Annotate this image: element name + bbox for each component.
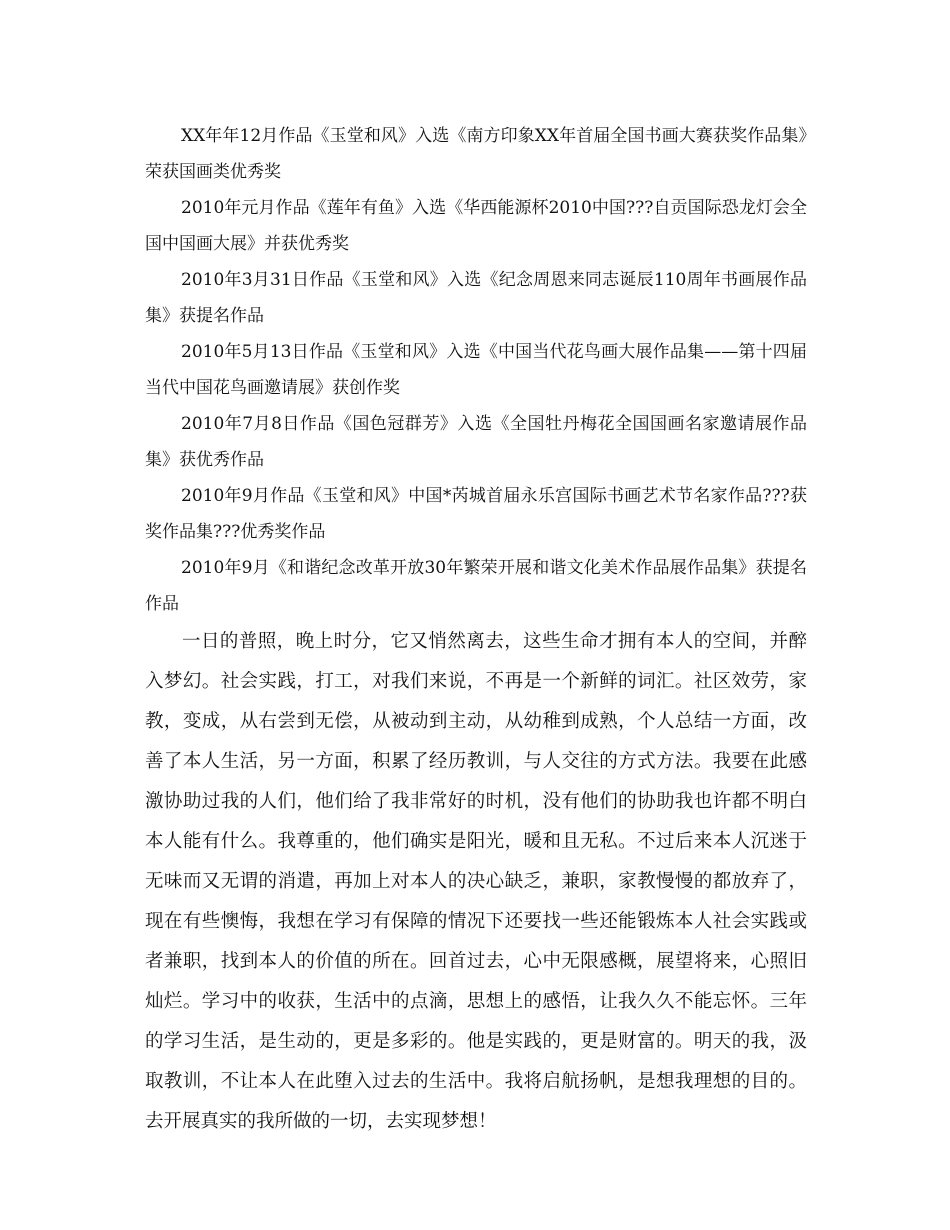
document-body <box>145 118 807 1142</box>
award-entry: 2010年元月作品《莲年有鱼》入选《华西能源杯2010中国???自贡国际恐龙灯会全国中国画大展》并获优秀奖 <box>145 198 807 254</box>
award-entry: XX年年12月作品《玉堂和风》入选《南方印象XX年首届全国书画大赛获奖作品集》荣获国画类优秀奖 <box>145 126 807 182</box>
award-entry: 2010年5月13日作品《玉堂和风》入选《中国当代花鸟画大展作品集——第十四届当代中国花鸟画邀请展》获创作奖 <box>145 342 807 398</box>
award-entry: 2010年7月8日作品《国色冠群芳》入选《全国牡丹梅花全国国画名家邀请展作品集》获优秀作品 <box>145 414 807 470</box>
award-entry: 2010年9月作品《玉堂和风》中国*芮城首届永乐宫国际书画艺术节名家作品???获奖作品集???优秀奖作品 <box>145 486 807 542</box>
award-entry: 2010年9月《和谐纪念改革开放30年繁荣开展和谐文化美术作品展作品集》获提名作品 <box>145 558 807 614</box>
essay-paragraph: 一日的普照，晚上时分，它又悄然离去，这些生命才拥有本人的空间，并醉入梦幻。社会实践，打工，对我们来说，不再是一个新鲜的词汇。社区效劳，家教，变成，从右尝到无偿，从被动到主动，从幼稚到成熟，个人总结一方面，改善了本人生活，另一方面，积累了经历教训，与人交往的方式方法。我要在此感激协助过我的人们，他们给了我非常好的时机，没有他们的协助我也许都不明白本人能有什么。我尊重的，他们确实是阳光，暖和且无私。不过后来本人沉迷于无味而又无谓的消遣，再加上对本人的决心缺乏，兼职，家教慢慢的都放弃了，现在有些懊悔，我想在学习有保障的情况下还要找一些还能锻炼本人社会实践或者兼职，找到本人的价值的所在。回首过去，心中无限感概，展望将来，心照旧灿烂。学习中的收获，生活中的点滴，思想上的感悟，让我久久不能忘怀。三年的学习生活，是生动的，更是多彩的。他是实践的，更是财富的。明天的我，汲取教训，不让本人在此堕入过去的生活中。我将启航扬帆，是想我理想的目的。去开展真实的我所做的一切，去实现梦想！ <box>145 631 807 1132</box>
award-entry: 2010年3月31日作品《玉堂和风》入选《纪念周恩来同志诞辰110周年书画展作品集》获提名作品 <box>145 270 807 326</box>
